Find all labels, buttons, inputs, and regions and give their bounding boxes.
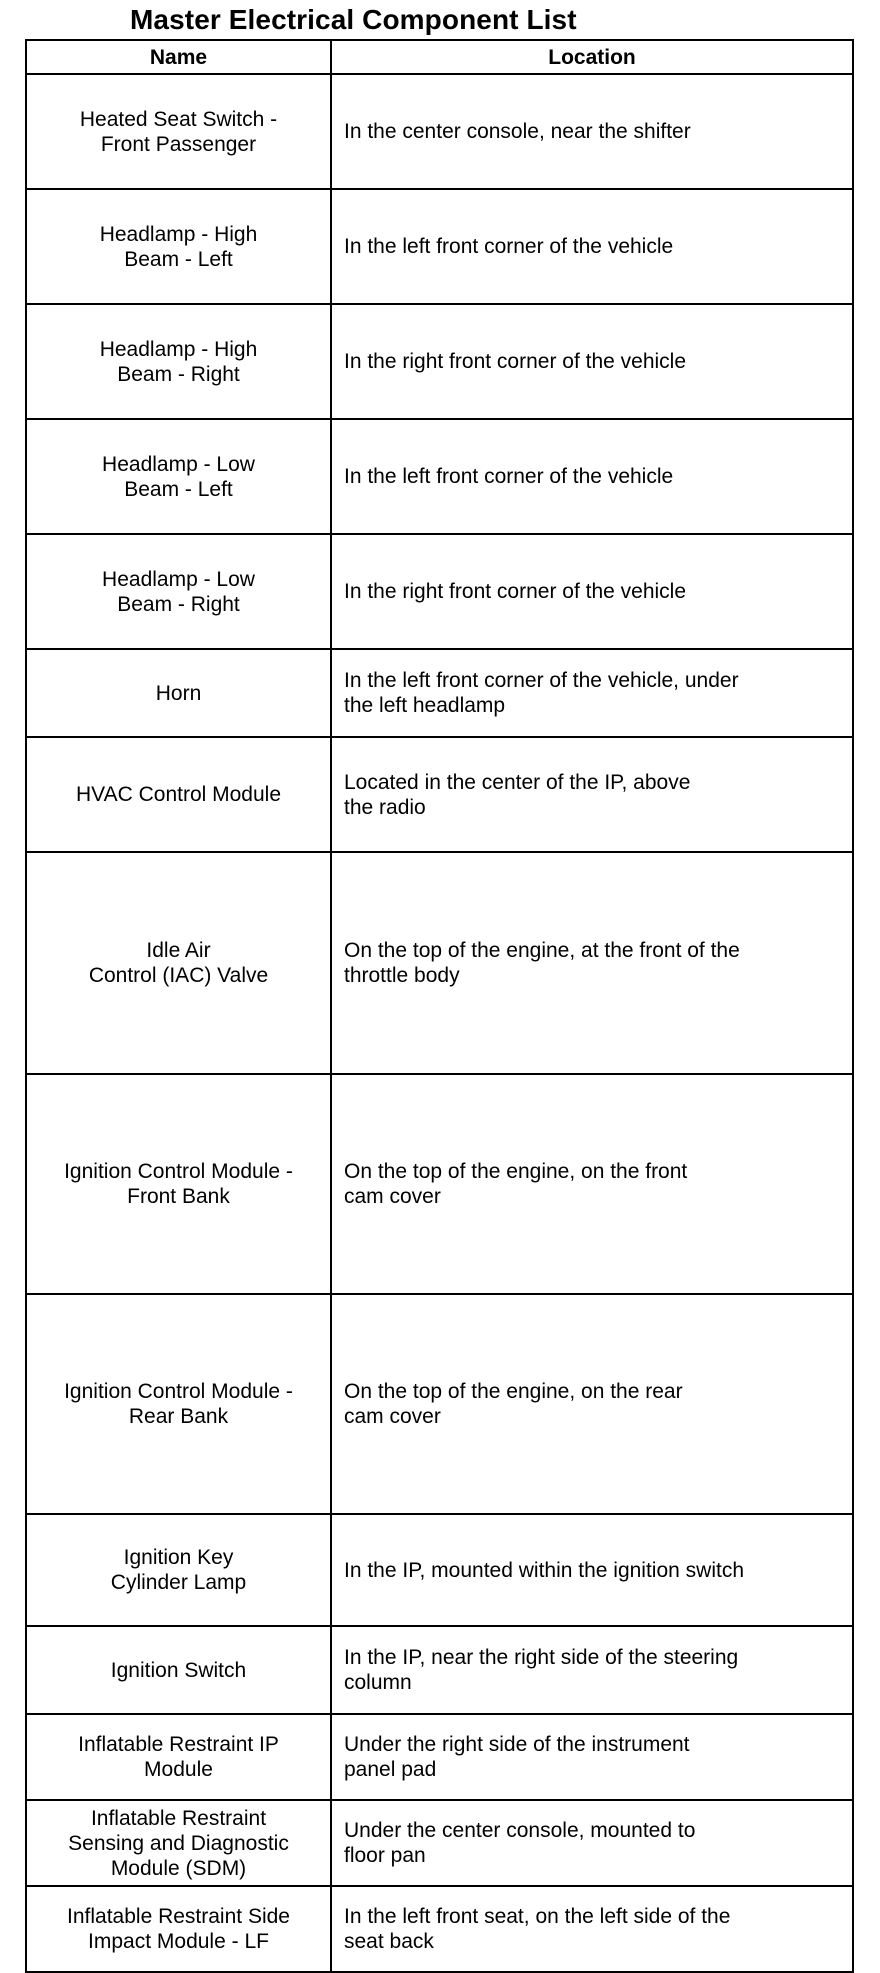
component-location: Under the center console, mounted to floor pan xyxy=(344,1819,696,1867)
component-location: On the top of the engine, on the rear cam cover xyxy=(344,1380,683,1428)
component-table xyxy=(25,39,854,1973)
component-name: Headlamp - High Beam - Right xyxy=(99,337,258,386)
component-location-cell xyxy=(331,419,853,534)
component-location-cell xyxy=(331,1714,853,1800)
table-row xyxy=(26,649,853,737)
component-location: In the left front seat, on the left side of the seat back xyxy=(344,1905,731,1953)
component-name-cell xyxy=(26,189,331,304)
table-row xyxy=(26,189,853,304)
component-name-cell xyxy=(26,304,331,419)
component-name: Inflatable Restraint Side Impact Module - LF xyxy=(67,1905,290,1953)
component-name-cell xyxy=(26,1074,331,1294)
component-name-cell xyxy=(26,1714,331,1800)
table-row xyxy=(26,534,853,649)
component-location-cell xyxy=(331,1626,853,1714)
component-name-cell xyxy=(26,649,331,737)
component-name-cell xyxy=(26,737,331,852)
component-name-cell xyxy=(26,534,331,649)
component-name-cell xyxy=(26,1514,331,1626)
component-location: In the right front corner of the vehicle xyxy=(344,350,687,373)
component-name-cell xyxy=(26,419,331,534)
component-location: Located in the center of the IP, above the radio xyxy=(344,770,691,819)
component-location: Under the right side of the instrument panel pad xyxy=(344,1733,690,1781)
component-name: Inflatable Restraint Sensing and Diagnostic Module (SDM) xyxy=(68,1806,289,1880)
component-name-cell xyxy=(26,852,331,1074)
component-name: Ignition Switch xyxy=(110,1658,247,1682)
table-row xyxy=(26,1714,853,1800)
table-row xyxy=(26,1074,853,1294)
component-location-cell xyxy=(331,74,853,189)
component-location: In the left front corner of the vehicle, under the left headlamp xyxy=(344,669,739,717)
table-row xyxy=(26,1626,853,1714)
component-location: In the center console, near the shifter xyxy=(344,120,691,143)
component-name: Idle Air Control (IAC) Valve xyxy=(88,939,269,987)
component-location-cell xyxy=(331,649,853,737)
component-name-cell xyxy=(26,1294,331,1514)
table-row xyxy=(26,304,853,419)
component-location: On the top of the engine, on the front cam cover xyxy=(344,1160,688,1208)
component-location-cell xyxy=(331,737,853,852)
page-title: Master Electrical Component List xyxy=(130,4,577,35)
component-location-cell xyxy=(331,1514,853,1626)
component-name: Horn xyxy=(155,681,202,705)
component-name: Headlamp - Low Beam - Left xyxy=(102,452,255,501)
table-row xyxy=(26,74,853,189)
column-header-name: Name xyxy=(26,40,331,74)
component-name-cell xyxy=(26,74,331,189)
component-name-cell xyxy=(26,1886,331,1972)
component-location: In the right front corner of the vehicle xyxy=(344,580,687,603)
component-location: In the left front corner of the vehicle xyxy=(344,235,674,258)
component-location: In the left front corner of the vehicle xyxy=(344,465,674,488)
component-name: Ignition Key Cylinder Lamp xyxy=(110,1546,247,1594)
component-name-cell xyxy=(26,1626,331,1714)
component-location-cell xyxy=(331,1294,853,1514)
table-row xyxy=(26,852,853,1074)
column-header-location: Location xyxy=(331,40,853,74)
component-name: Headlamp - High Beam - Left xyxy=(99,222,258,271)
component-name-cell xyxy=(26,1800,331,1886)
table-row xyxy=(26,419,853,534)
component-location-cell xyxy=(331,852,853,1074)
component-location-cell xyxy=(331,1886,853,1972)
component-location: In the IP, near the right side of the steering column xyxy=(344,1646,739,1694)
component-location-cell xyxy=(331,534,853,649)
component-name: Ignition Control Module - Front Bank xyxy=(64,1160,293,1208)
component-location-cell xyxy=(331,1074,853,1294)
component-name: Ignition Control Module - Rear Bank xyxy=(64,1380,293,1428)
table-row xyxy=(26,1294,853,1514)
component-location-cell xyxy=(331,1800,853,1886)
table-header-row xyxy=(26,40,853,74)
table-row xyxy=(26,737,853,852)
component-name: Heated Seat Switch - Front Passenger xyxy=(79,107,278,156)
component-name: HVAC Control Module xyxy=(75,783,282,806)
table-row xyxy=(26,1800,853,1886)
component-location-cell xyxy=(331,189,853,304)
table-row xyxy=(26,1514,853,1626)
component-name: Inflatable Restraint IP Module xyxy=(78,1733,279,1781)
component-location-cell xyxy=(331,304,853,419)
component-location: On the top of the engine, at the front of the throttle body xyxy=(344,939,740,987)
table-row xyxy=(26,1886,853,1972)
component-name: Headlamp - Low Beam - Right xyxy=(102,567,255,616)
component-location: In the IP, mounted within the ignition switch xyxy=(344,1558,745,1582)
